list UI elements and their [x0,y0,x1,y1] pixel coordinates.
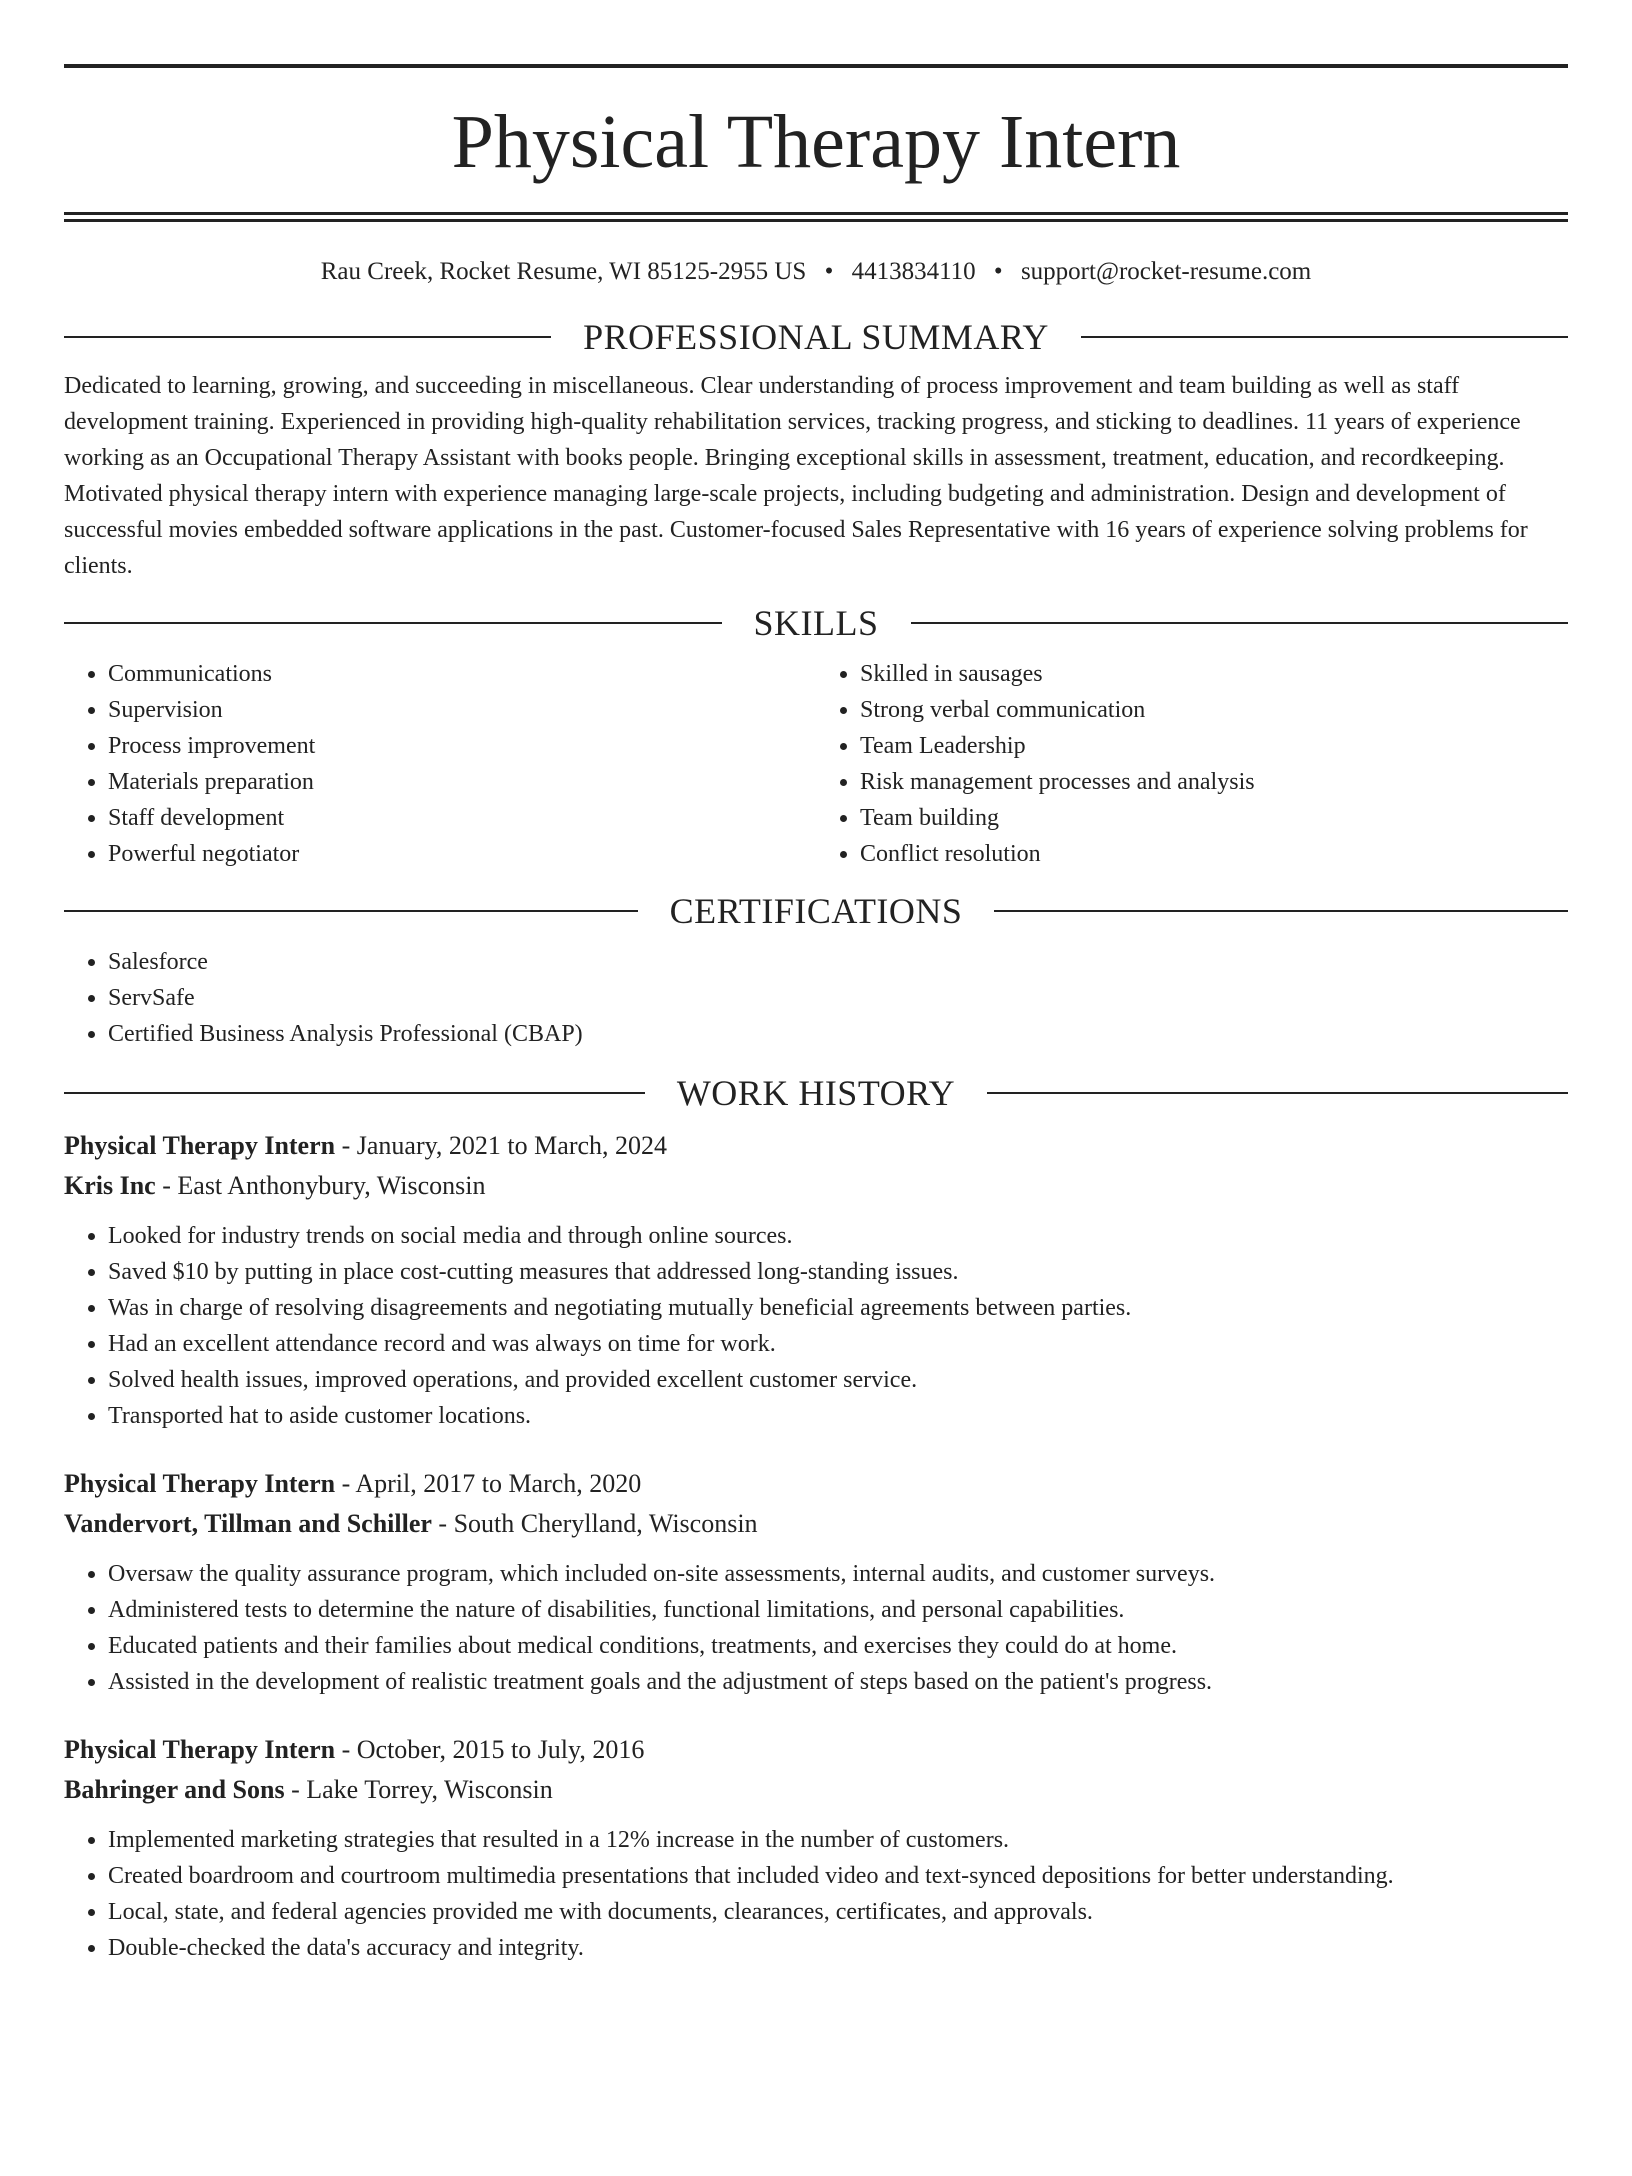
section-rule [911,622,1569,624]
job-role: Physical Therapy Intern [64,1469,336,1498]
skills-column-right [816,656,1568,872]
job-company-line [64,1504,1568,1544]
section-rule [1081,336,1568,338]
skills-grid [64,656,1568,872]
skill-item: • Team building [860,800,1568,836]
skill-item: • Risk management processes and analysis [860,764,1568,800]
skill-item: • Staff development [108,800,816,836]
job-bullet: • Solved health issues, improved operations, and provided excellent customer service. [108,1362,1568,1398]
contact-separator: • [824,258,834,285]
job-bullet: • Administered tests to determine the nature of disabilities, functional limitations, and personal capabilities. [108,1592,1568,1628]
job-bullet: • Looked for industry trends on social media and through online sources. [108,1218,1568,1254]
skill-item: • Supervision [108,692,816,728]
job-bullet: • Assisted in the development of realistic treatment goals and the adjustment of steps based on the patient's progress. [108,1664,1568,1700]
section-rule [64,336,551,338]
job-bullet: • Double-checked the data's accuracy and integrity. [108,1930,1568,1966]
candidate-name: Physical Therapy Intern [451,100,1181,184]
job-bullets [64,1822,1568,1966]
job-location: - Lake Torrey, Wisconsin [284,1775,553,1804]
top-rule [64,64,1568,68]
job-entry [64,1126,1568,1434]
section-header-summary [64,316,1568,358]
section-rule [64,910,638,912]
skill-item: • Team Leadership [860,728,1568,764]
skill-item: • Strong verbal communication [860,692,1568,728]
section-title-work: WORK HISTORY [676,1073,956,1113]
section-rule [994,910,1568,912]
job-company-line [64,1770,1568,1810]
job-company: Kris Inc [64,1171,156,1200]
certifications-block [64,944,1568,1052]
certifications-list [64,944,1568,1052]
skills-list-right [816,656,1568,872]
job-dates: - April, 2017 to March, 2020 [335,1469,642,1498]
contact-email: support@rocket-resume.com [1020,258,1312,285]
certification-item: • Certified Business Analysis Professional (CBAP) [108,1016,1568,1052]
job-bullets [64,1218,1568,1434]
job-entry [64,1730,1568,1966]
skill-item: • Communications [108,656,816,692]
job-bullet: • Oversaw the quality assurance program, which included on-site assessments, internal audits, and customer surveys. [108,1556,1568,1592]
job-bullet: • Created boardroom and courtroom multimedia presentations that included video and text-synced depositions for better understanding. [108,1858,1568,1894]
contact-separator: • [993,258,1003,285]
job-title-line [64,1464,1568,1504]
skills-column-left [64,656,816,872]
section-header-work [64,1072,1568,1114]
section-header-skills [64,602,1568,644]
skill-item: • Materials preparation [108,764,816,800]
job-entry [64,1464,1568,1700]
resume-page [0,64,1632,2176]
contact-phone: 4413834110 [851,258,976,285]
skill-item: • Conflict resolution [860,836,1568,872]
section-rule [64,622,722,624]
section-title-skills: SKILLS [753,603,879,643]
certification-item: • Salesforce [108,944,1568,980]
job-bullet: • Had an excellent attendance record and was always on time for work. [108,1326,1568,1362]
job-bullets [64,1556,1568,1700]
section-header-certifications [64,890,1568,932]
job-title-line [64,1126,1568,1166]
job-dates: - January, 2021 to March, 2024 [335,1131,668,1160]
job-bullet: • Local, state, and federal agencies provided me with documents, clearances, certificates, and approvals. [108,1894,1568,1930]
job-location: - South Cherylland, Wisconsin [431,1509,758,1538]
job-location: - East Anthonybury, Wisconsin [155,1171,486,1200]
job-title-line [64,1730,1568,1770]
certification-item: • ServSafe [108,980,1568,1016]
skill-item: • Powerful negotiator [108,836,816,872]
job-company: Bahringer and Sons [64,1775,285,1804]
job-dates: - October, 2015 to July, 2016 [335,1735,645,1764]
job-company: Vandervort, Tillman and Schiller [64,1509,432,1538]
double-rule [64,212,1568,222]
contact-line [64,258,1568,286]
job-bullet: • Saved $10 by putting in place cost-cutting measures that addressed long-standing issues. [108,1254,1568,1290]
job-bullet: • Was in charge of resolving disagreements and negotiating mutually beneficial agreements between parties. [108,1290,1568,1326]
section-rule [987,1092,1568,1094]
contact-address: Rau Creek, Rocket Resume, WI 85125-2955 US [320,258,807,285]
job-bullet: • Educated patients and their families about medical conditions, treatments, and exercises they could do at home. [108,1628,1568,1664]
section-title-certifications: CERTIFICATIONS [669,891,963,931]
section-title-summary: PROFESSIONAL SUMMARY [583,317,1049,357]
summary-text: Dedicated to learning, growing, and succeeding in miscellaneous. Clear understanding of process improvement and team building as well as staff development training. Experienced in providing high-quality rehabilitation services, tracking progress, and sticking to deadlines. 11 years of experience working as an Occupational Therapy Assistant with books people. Bringing exceptional skills in assessment, treatment, education, and recordkeeping. Motivated physical therapy intern with experience managing large-scale projects, including budgeting and administration. Design and development of successful movies embedded software applications in the past. Customer-focused Sales Representative with 16 years of experience solving problems for clients. [64,373,1528,579]
job-role: Physical Therapy Intern [64,1131,336,1160]
skill-item: • Process improvement [108,728,816,764]
job-bullet: • Implemented marketing strategies that resulted in a 12% increase in the number of customers. [108,1822,1568,1858]
job-bullet: • Transported hat to aside customer locations. [108,1398,1568,1434]
skill-item: • Skilled in sausages [860,656,1568,692]
skills-list-left [64,656,816,872]
job-role: Physical Therapy Intern [64,1735,336,1764]
section-rule [64,1092,645,1094]
job-company-line [64,1166,1568,1206]
